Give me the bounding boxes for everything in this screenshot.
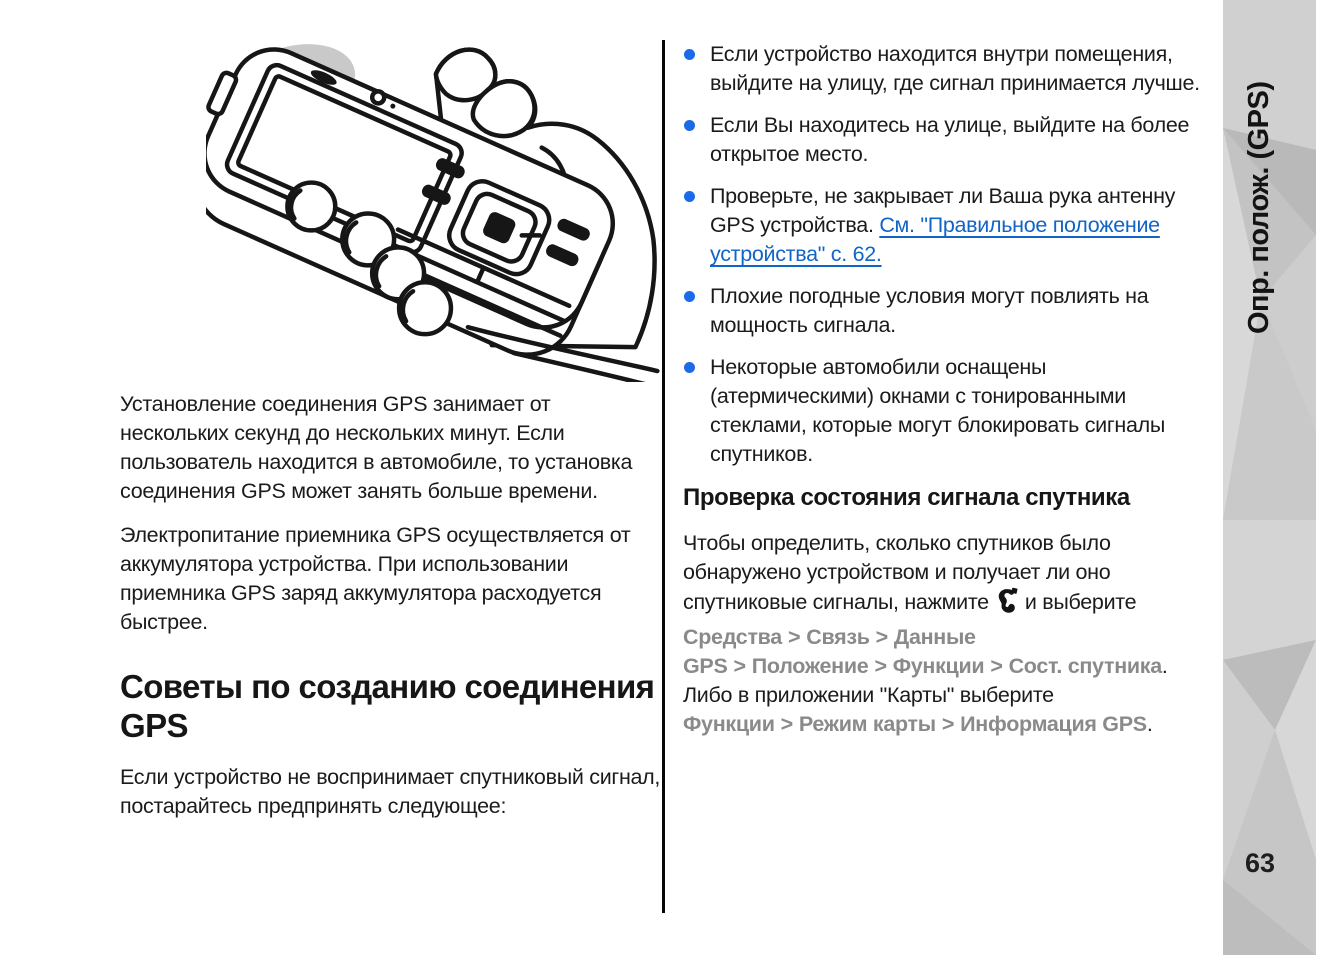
menu-path-separator: >: [990, 654, 1003, 678]
text-after-icon: и выберите: [1024, 590, 1137, 614]
menu-path-separator: >: [874, 654, 887, 678]
bullet-dot-icon: [684, 291, 695, 302]
menu-path-separator: >: [780, 712, 793, 736]
sentence-period: .: [1146, 712, 1153, 736]
bullet-text: Некоторые автомобили оснащены (атермическими) окнами с тонированными стеклами, которые могут блокировать сигналы спутников.: [710, 355, 1166, 466]
bullet-dot-icon: [684, 49, 695, 60]
column-divider: [662, 40, 665, 913]
menu-path-item: Сост. спутника: [1008, 654, 1162, 678]
paragraph-intro: Если устройство не воспринимает спутниковый сигнал, постарайтесь предпринять следующее:: [120, 765, 661, 818]
bullet-dot-icon: [684, 120, 695, 131]
menu-path-separator: >: [875, 625, 888, 649]
page-number: 63: [1245, 848, 1276, 878]
menu-path-item: Информация GPS: [960, 712, 1147, 736]
subsection-heading: Проверка состояния сигнала спутника: [683, 484, 1130, 511]
menu-path-item: Средства: [683, 625, 782, 649]
phone-in-hand-illustration: [206, 28, 661, 382]
hand-holding-phone-drawing: [206, 28, 661, 382]
sentence-period: .: [1161, 654, 1168, 678]
bullet-text: Плохие погодные условия могут повлиять на мощность сигнала.: [710, 284, 1149, 337]
finger-4: [399, 282, 451, 334]
list-item: [683, 111, 1204, 169]
paragraph-satellite-status: [683, 529, 1204, 739]
paragraph-gps-battery: Электропитание приемника GPS осуществляется от аккумулятора устройства. При использовании приемника GPS заряд аккумулятора расходуется быстрее.: [120, 523, 631, 634]
menu-key-icon: [995, 587, 1019, 623]
menu-path-item: Функции: [683, 712, 775, 736]
bullet-text: Проверьте, не закрывает ли Ваша рука антенну GPS устройства.: [710, 184, 1176, 237]
list-item: [683, 353, 1204, 469]
bullet-dot-icon: [684, 191, 695, 202]
menu-path-separator: >: [787, 625, 801, 649]
tips-bullet-list: [683, 40, 1204, 469]
bullet-dot-icon: [684, 362, 695, 373]
left-column: [120, 28, 663, 836]
camera-lens: [370, 90, 386, 106]
list-item: [683, 182, 1204, 269]
finger-1: [287, 183, 335, 231]
chapter-title-vertical: Опр. полож. (GPS): [1243, 81, 1275, 334]
list-item: [683, 282, 1204, 340]
bullet-text: Если Вы находитесь на улице, выйдите на более открытое место.: [710, 113, 1190, 166]
text-before-icon: Чтобы определить, сколько спутников было обнаружено устройством и получает ли оно спутниковые сигналы, нажмите: [683, 531, 1111, 614]
menu-path-separator: >: [733, 654, 746, 678]
menu-path-item: Данные GPS: [683, 625, 976, 678]
menu-path-item: Режим карты: [798, 712, 936, 736]
section-heading: Советы по созданию соединения GPS: [120, 668, 655, 744]
menu-path-item: Функции: [892, 654, 985, 678]
menu-path-separator: >: [941, 712, 955, 736]
chapter-tab-strip: [1223, 0, 1316, 955]
right-column: [683, 28, 1204, 739]
menu-path-item: Связь: [806, 625, 870, 649]
text-middle: Либо в приложении "Карты" выберите: [683, 683, 1054, 707]
paragraph-gps-time: Установление соединения GPS занимает от нескольких секунд до нескольких минут. Если пользователь находится в автомобиле, то установка соединения GPS может занять больше времени.: [120, 392, 633, 503]
menu-path-item: Положение: [751, 654, 869, 678]
bullet-text: Если устройство находится внутри помещения, выйдите на улицу, где сигнал принимается лучше.: [710, 42, 1200, 95]
cross-reference-link[interactable]: См. "Правильное положение устройства" с. 62.: [710, 213, 1160, 266]
list-item: [683, 40, 1204, 98]
